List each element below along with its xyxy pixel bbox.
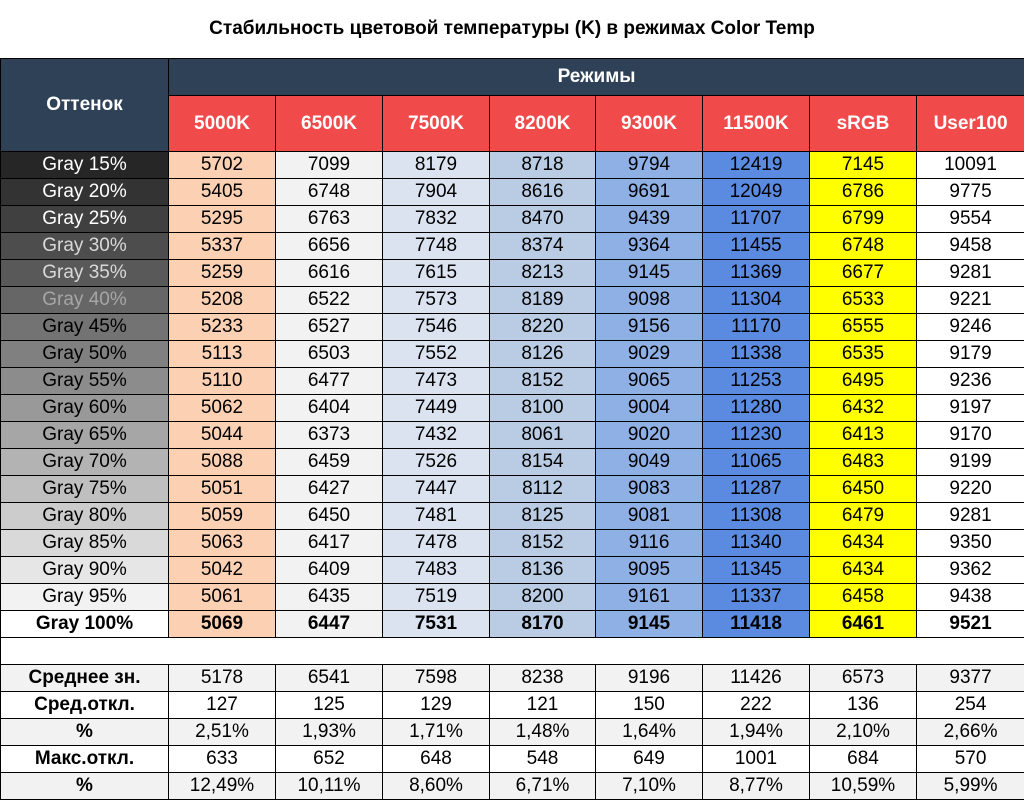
data-cell: 9029 (596, 341, 703, 368)
data-cell: 6373 (276, 422, 383, 449)
data-cell: 8152 (490, 530, 596, 557)
data-cell: 6533 (810, 287, 917, 314)
data-cell: 6427 (276, 476, 383, 503)
data-cell: 5062 (169, 395, 276, 422)
table-row (1, 233, 1024, 260)
data-cell: 11287 (703, 476, 810, 503)
column-header: 5000K (169, 96, 276, 152)
data-cell: 8126 (490, 341, 596, 368)
data-cell: 10091 (917, 152, 1024, 179)
data-cell: 6522 (276, 287, 383, 314)
table-row (1, 557, 1024, 584)
data-cell: 7573 (383, 287, 490, 314)
data-cell: 9281 (917, 503, 1024, 530)
data-cell: 5061 (169, 584, 276, 611)
data-cell: 9458 (917, 233, 1024, 260)
column-header: 6500K (276, 96, 383, 152)
data-cell: 5295 (169, 206, 276, 233)
data-cell: 11304 (703, 287, 810, 314)
data-cell: 7481 (383, 503, 490, 530)
data-cell: 7904 (383, 179, 490, 206)
data-cell: 9116 (596, 530, 703, 557)
stats-cell: 1,64% (596, 719, 703, 746)
row-label: Gray 40% (1, 287, 169, 314)
stats-cell: 7,10% (596, 773, 703, 800)
data-cell: 7531 (383, 611, 490, 638)
stats-cell: 684 (810, 746, 917, 773)
row-label: Gray 95% (1, 584, 169, 611)
data-cell: 9691 (596, 179, 703, 206)
stats-label: % (1, 719, 169, 746)
stats-cell: 1,48% (490, 719, 596, 746)
separator-row (1, 638, 1024, 665)
data-cell: 9065 (596, 368, 703, 395)
data-cell: 11340 (703, 530, 810, 557)
stats-cell: 2,51% (169, 719, 276, 746)
data-cell: 8616 (490, 179, 596, 206)
data-cell: 6450 (276, 503, 383, 530)
column-header: 9300K (596, 96, 703, 152)
data-cell: 6616 (276, 260, 383, 287)
stats-cell: 136 (810, 692, 917, 719)
data-cell: 7145 (810, 152, 917, 179)
data-cell: 6404 (276, 395, 383, 422)
data-cell: 9049 (596, 449, 703, 476)
data-cell: 9775 (917, 179, 1024, 206)
table-row (1, 287, 1024, 314)
data-cell: 6786 (810, 179, 917, 206)
data-cell: 9004 (596, 395, 703, 422)
column-header: User100 (917, 96, 1024, 152)
stats-cell: 222 (703, 692, 810, 719)
data-cell: 6763 (276, 206, 383, 233)
row-label: Gray 25% (1, 206, 169, 233)
row-label: Gray 80% (1, 503, 169, 530)
data-cell: 8061 (490, 422, 596, 449)
chart-title: Стабильность цветовой температуры (K) в режимах Color Temp (0, 0, 1024, 58)
data-cell: 5059 (169, 503, 276, 530)
data-cell: 11065 (703, 449, 810, 476)
table-row (1, 260, 1024, 287)
data-cell: 11707 (703, 206, 810, 233)
data-cell: 8179 (383, 152, 490, 179)
data-cell: 12419 (703, 152, 810, 179)
data-cell: 5259 (169, 260, 276, 287)
data-cell: 7615 (383, 260, 490, 287)
data-cell: 7099 (276, 152, 383, 179)
row-label: Gray 85% (1, 530, 169, 557)
data-cell: 9161 (596, 584, 703, 611)
row-label: Gray 75% (1, 476, 169, 503)
data-cell: 8112 (490, 476, 596, 503)
data-cell: 8152 (490, 368, 596, 395)
data-cell: 11253 (703, 368, 810, 395)
row-label: Gray 15% (1, 152, 169, 179)
table-row (1, 368, 1024, 395)
data-cell: 7432 (383, 422, 490, 449)
data-cell: 9362 (917, 557, 1024, 584)
stats-cell: 548 (490, 746, 596, 773)
row-label: Gray 50% (1, 341, 169, 368)
stats-cell: 12,49% (169, 773, 276, 800)
data-cell: 8718 (490, 152, 596, 179)
stats-cell: 1,94% (703, 719, 810, 746)
stats-cell: 633 (169, 746, 276, 773)
data-cell: 5044 (169, 422, 276, 449)
data-cell: 8470 (490, 206, 596, 233)
data-cell: 9098 (596, 287, 703, 314)
stats-row (1, 746, 1024, 773)
data-cell: 7519 (383, 584, 490, 611)
data-cell: 6799 (810, 206, 917, 233)
column-header: 8200K (490, 96, 596, 152)
stats-cell: 5178 (169, 665, 276, 692)
table-row (1, 476, 1024, 503)
data-cell: 9439 (596, 206, 703, 233)
data-cell: 9020 (596, 422, 703, 449)
row-label: Gray 20% (1, 179, 169, 206)
data-cell: 5208 (169, 287, 276, 314)
stats-cell: 9377 (917, 665, 1024, 692)
stats-cell: 648 (383, 746, 490, 773)
data-cell: 9179 (917, 341, 1024, 368)
column-header: sRGB (810, 96, 917, 152)
stats-cell: 11426 (703, 665, 810, 692)
stats-cell: 129 (383, 692, 490, 719)
data-cell: 5233 (169, 314, 276, 341)
data-cell: 7526 (383, 449, 490, 476)
stats-cell: 1,71% (383, 719, 490, 746)
stats-cell: 8,77% (703, 773, 810, 800)
stats-cell: 8,60% (383, 773, 490, 800)
data-cell: 8200 (490, 584, 596, 611)
table-row (1, 179, 1024, 206)
stats-cell: 8238 (490, 665, 596, 692)
stats-cell: 5,99% (917, 773, 1024, 800)
row-label: Gray 100% (1, 611, 169, 638)
separator-cell (1, 638, 1024, 665)
data-cell: 5110 (169, 368, 276, 395)
stats-cell: 9196 (596, 665, 703, 692)
stats-cell: 7598 (383, 665, 490, 692)
data-cell: 9197 (917, 395, 1024, 422)
row-label: Gray 35% (1, 260, 169, 287)
data-cell: 7832 (383, 206, 490, 233)
row-label: Gray 55% (1, 368, 169, 395)
data-cell: 11170 (703, 314, 810, 341)
data-cell: 6461 (810, 611, 917, 638)
data-cell: 8213 (490, 260, 596, 287)
stats-cell: 652 (276, 746, 383, 773)
data-cell: 9145 (596, 611, 703, 638)
data-cell: 6459 (276, 449, 383, 476)
data-cell: 9081 (596, 503, 703, 530)
data-cell: 5088 (169, 449, 276, 476)
data-cell: 6434 (810, 530, 917, 557)
table-row (1, 341, 1024, 368)
group-header-label: Режимы (169, 59, 1024, 96)
data-cell: 9281 (917, 260, 1024, 287)
data-cell: 9095 (596, 557, 703, 584)
stats-cell: 121 (490, 692, 596, 719)
data-cell: 6435 (276, 584, 383, 611)
data-cell: 11418 (703, 611, 810, 638)
data-cell: 7473 (383, 368, 490, 395)
table-row (1, 206, 1024, 233)
data-cell: 11308 (703, 503, 810, 530)
data-cell: 9364 (596, 233, 703, 260)
data-cell: 6434 (810, 557, 917, 584)
stats-row (1, 692, 1024, 719)
data-cell: 9554 (917, 206, 1024, 233)
data-cell: 9246 (917, 314, 1024, 341)
stats-cell: 150 (596, 692, 703, 719)
data-cell: 9794 (596, 152, 703, 179)
stats-row (1, 665, 1024, 692)
stats-cell: 6541 (276, 665, 383, 692)
data-cell: 6535 (810, 341, 917, 368)
stats-cell: 2,66% (917, 719, 1024, 746)
data-cell: 6748 (276, 179, 383, 206)
stats-cell: 254 (917, 692, 1024, 719)
data-cell: 6409 (276, 557, 383, 584)
data-cell: 5063 (169, 530, 276, 557)
stats-cell: 1001 (703, 746, 810, 773)
data-cell: 6413 (810, 422, 917, 449)
stats-cell: 6,71% (490, 773, 596, 800)
stats-cell: 2,10% (810, 719, 917, 746)
data-cell: 9521 (917, 611, 1024, 638)
data-cell: 8125 (490, 503, 596, 530)
data-cell: 7748 (383, 233, 490, 260)
data-cell: 8189 (490, 287, 596, 314)
data-cell: 9220 (917, 476, 1024, 503)
stats-cell: 10,11% (276, 773, 383, 800)
data-cell: 6447 (276, 611, 383, 638)
data-cell: 6503 (276, 341, 383, 368)
table-row (1, 611, 1024, 638)
data-cell: 11338 (703, 341, 810, 368)
row-header-label: Оттенок (1, 59, 169, 152)
stats-label: Среднее зн. (1, 665, 169, 692)
stats-cell: 10,59% (810, 773, 917, 800)
data-cell: 9083 (596, 476, 703, 503)
data-cell: 9236 (917, 368, 1024, 395)
table-row (1, 152, 1024, 179)
row-label: Gray 30% (1, 233, 169, 260)
data-cell: 6555 (810, 314, 917, 341)
row-label: Gray 60% (1, 395, 169, 422)
data-cell: 9145 (596, 260, 703, 287)
table-row (1, 314, 1024, 341)
data-cell: 9350 (917, 530, 1024, 557)
color-temp-table (0, 58, 1024, 800)
table-row (1, 395, 1024, 422)
data-cell: 8154 (490, 449, 596, 476)
data-cell: 11230 (703, 422, 810, 449)
stats-label: Макс.откл. (1, 746, 169, 773)
data-cell: 9438 (917, 584, 1024, 611)
data-cell: 7546 (383, 314, 490, 341)
row-label: Gray 45% (1, 314, 169, 341)
stats-row (1, 773, 1024, 800)
data-cell: 7449 (383, 395, 490, 422)
data-cell: 8100 (490, 395, 596, 422)
data-cell: 6677 (810, 260, 917, 287)
stats-cell: 127 (169, 692, 276, 719)
data-cell: 8170 (490, 611, 596, 638)
data-cell: 5069 (169, 611, 276, 638)
table-row (1, 503, 1024, 530)
stats-label: Сред.откл. (1, 692, 169, 719)
data-cell: 7552 (383, 341, 490, 368)
table-row (1, 422, 1024, 449)
data-cell: 7483 (383, 557, 490, 584)
data-cell: 6527 (276, 314, 383, 341)
data-cell: 11280 (703, 395, 810, 422)
data-cell: 9221 (917, 287, 1024, 314)
data-cell: 11455 (703, 233, 810, 260)
data-cell: 6483 (810, 449, 917, 476)
data-cell: 5405 (169, 179, 276, 206)
stats-label: % (1, 773, 169, 800)
data-cell: 5702 (169, 152, 276, 179)
header-row-groups (1, 59, 1024, 96)
row-label: Gray 70% (1, 449, 169, 476)
data-cell: 6450 (810, 476, 917, 503)
data-cell: 6458 (810, 584, 917, 611)
table-row (1, 584, 1024, 611)
data-cell: 5337 (169, 233, 276, 260)
data-cell: 6417 (276, 530, 383, 557)
column-header: 7500K (383, 96, 490, 152)
data-cell: 11345 (703, 557, 810, 584)
data-cell: 6479 (810, 503, 917, 530)
data-cell: 7478 (383, 530, 490, 557)
data-cell: 9156 (596, 314, 703, 341)
stats-cell: 570 (917, 746, 1024, 773)
table-row (1, 449, 1024, 476)
data-cell: 6495 (810, 368, 917, 395)
data-cell: 5113 (169, 341, 276, 368)
data-cell: 12049 (703, 179, 810, 206)
stats-cell: 125 (276, 692, 383, 719)
column-header: 11500K (703, 96, 810, 152)
stats-row (1, 719, 1024, 746)
data-cell: 5051 (169, 476, 276, 503)
row-label: Gray 65% (1, 422, 169, 449)
data-cell: 7447 (383, 476, 490, 503)
stats-cell: 1,93% (276, 719, 383, 746)
table-row (1, 530, 1024, 557)
data-cell: 8374 (490, 233, 596, 260)
data-cell: 5042 (169, 557, 276, 584)
data-cell: 6477 (276, 368, 383, 395)
data-cell: 8220 (490, 314, 596, 341)
stats-cell: 6573 (810, 665, 917, 692)
stats-cell: 649 (596, 746, 703, 773)
data-cell: 9199 (917, 449, 1024, 476)
data-cell: 9170 (917, 422, 1024, 449)
data-cell: 6656 (276, 233, 383, 260)
data-cell: 11369 (703, 260, 810, 287)
data-cell: 6748 (810, 233, 917, 260)
data-cell: 8136 (490, 557, 596, 584)
data-cell: 11337 (703, 584, 810, 611)
row-label: Gray 90% (1, 557, 169, 584)
data-cell: 6432 (810, 395, 917, 422)
